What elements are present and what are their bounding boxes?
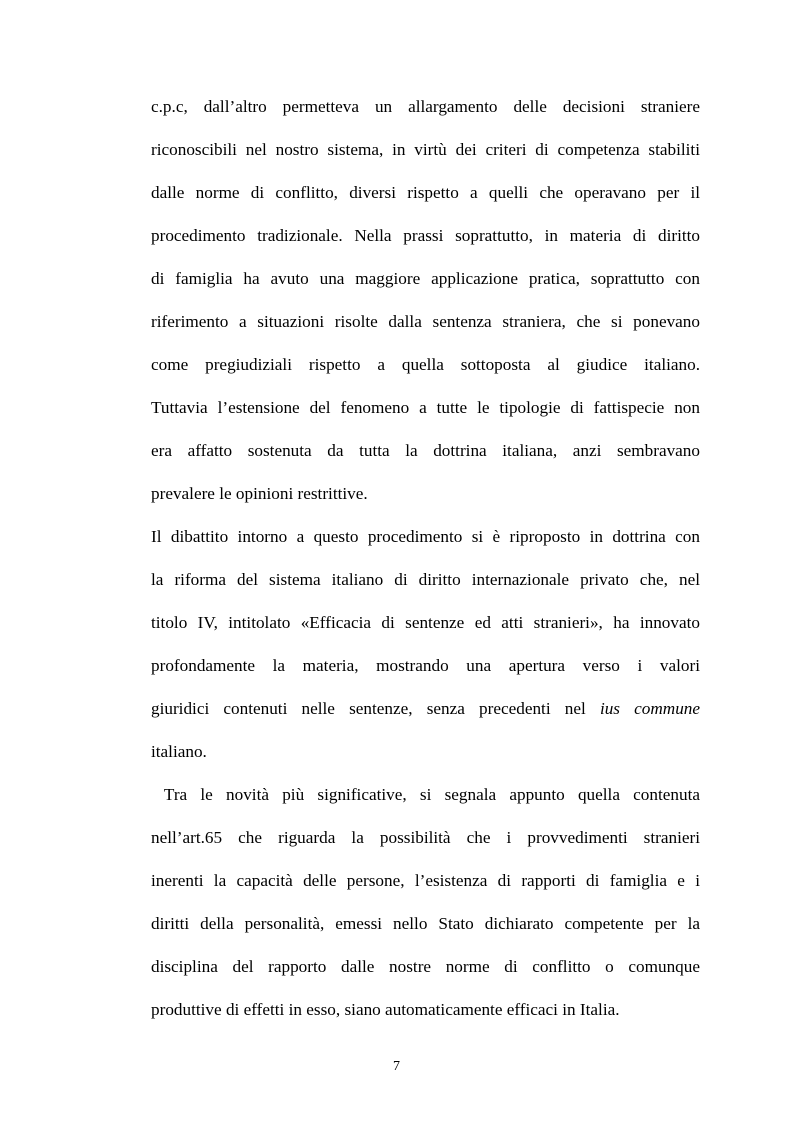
text-line-10: prevalere le opinioni restrittive.: [151, 484, 368, 503]
text-line-19: inerenti la capacità delle persone, l’esistenza di rapporti di famiglia e i: [151, 871, 700, 890]
text-line-5: di famiglia ha avuto una maggiore applicazione pratica, soprattutto con: [151, 269, 700, 288]
text-line-3: dalle norme di conflitto, diversi rispetto a quelli che operavano per il: [151, 183, 700, 202]
text-line-20: diritti della personalità, emessi nello Stato dichiarato competente per la: [151, 914, 700, 933]
text-line-22: produttive di effetti in esso, siano automaticamente efficaci in Italia.: [151, 1000, 620, 1019]
text-line-15-text: giuridici contenuti nelle sentenze, senza precedenti nel: [151, 699, 586, 718]
text-line-9: era affatto sostenuta da tutta la dottrina italiana, anzi sembravano: [151, 441, 700, 460]
text-line-15: [151, 698, 700, 720]
text-line-14: profondamente la materia, mostrando una apertura verso i valori: [151, 656, 700, 675]
text-line-7: come pregiudiziali rispetto a quella sottoposta al giudice italiano.: [151, 355, 700, 374]
text-line-18: nell’art.65 che riguarda la possibilità che i provvedimenti stranieri: [151, 828, 700, 847]
text-line-12: la riforma del sistema italiano di diritto internazionale privato che, nel: [151, 570, 700, 589]
text-line-13: titolo IV, intitolato «Efficacia di sentenze ed atti stranieri», ha innovato: [151, 613, 700, 632]
italic-phrase: ius commune: [599, 699, 701, 718]
page-number: 7: [393, 1059, 400, 1074]
text-line-2: riconoscibili nel nostro sistema, in virtù dei criteri di competenza stabiliti: [151, 140, 700, 159]
text-line-8: Tuttavia l’estensione del fenomeno a tutte le tipologie di fattispecie non: [151, 398, 700, 417]
text-line-16: italiano.: [151, 742, 207, 761]
text-line-21: disciplina del rapporto dalle nostre norme di conflitto o comunque: [151, 957, 700, 976]
text-line-1: c.p.c, dall’altro permetteva un allargamento delle decisioni straniere: [151, 97, 700, 116]
text-line-11: Il dibattito intorno a questo procedimento si è riproposto in dottrina con: [151, 527, 700, 546]
text-line-17: Tra le novità più significative, si segnala appunto quella contenuta: [151, 785, 700, 804]
text-line-6: riferimento a situazioni risolte dalla sentenza straniera, che si ponevano: [151, 312, 700, 331]
text-line-4: procedimento tradizionale. Nella prassi soprattutto, in materia di diritto: [151, 226, 700, 245]
